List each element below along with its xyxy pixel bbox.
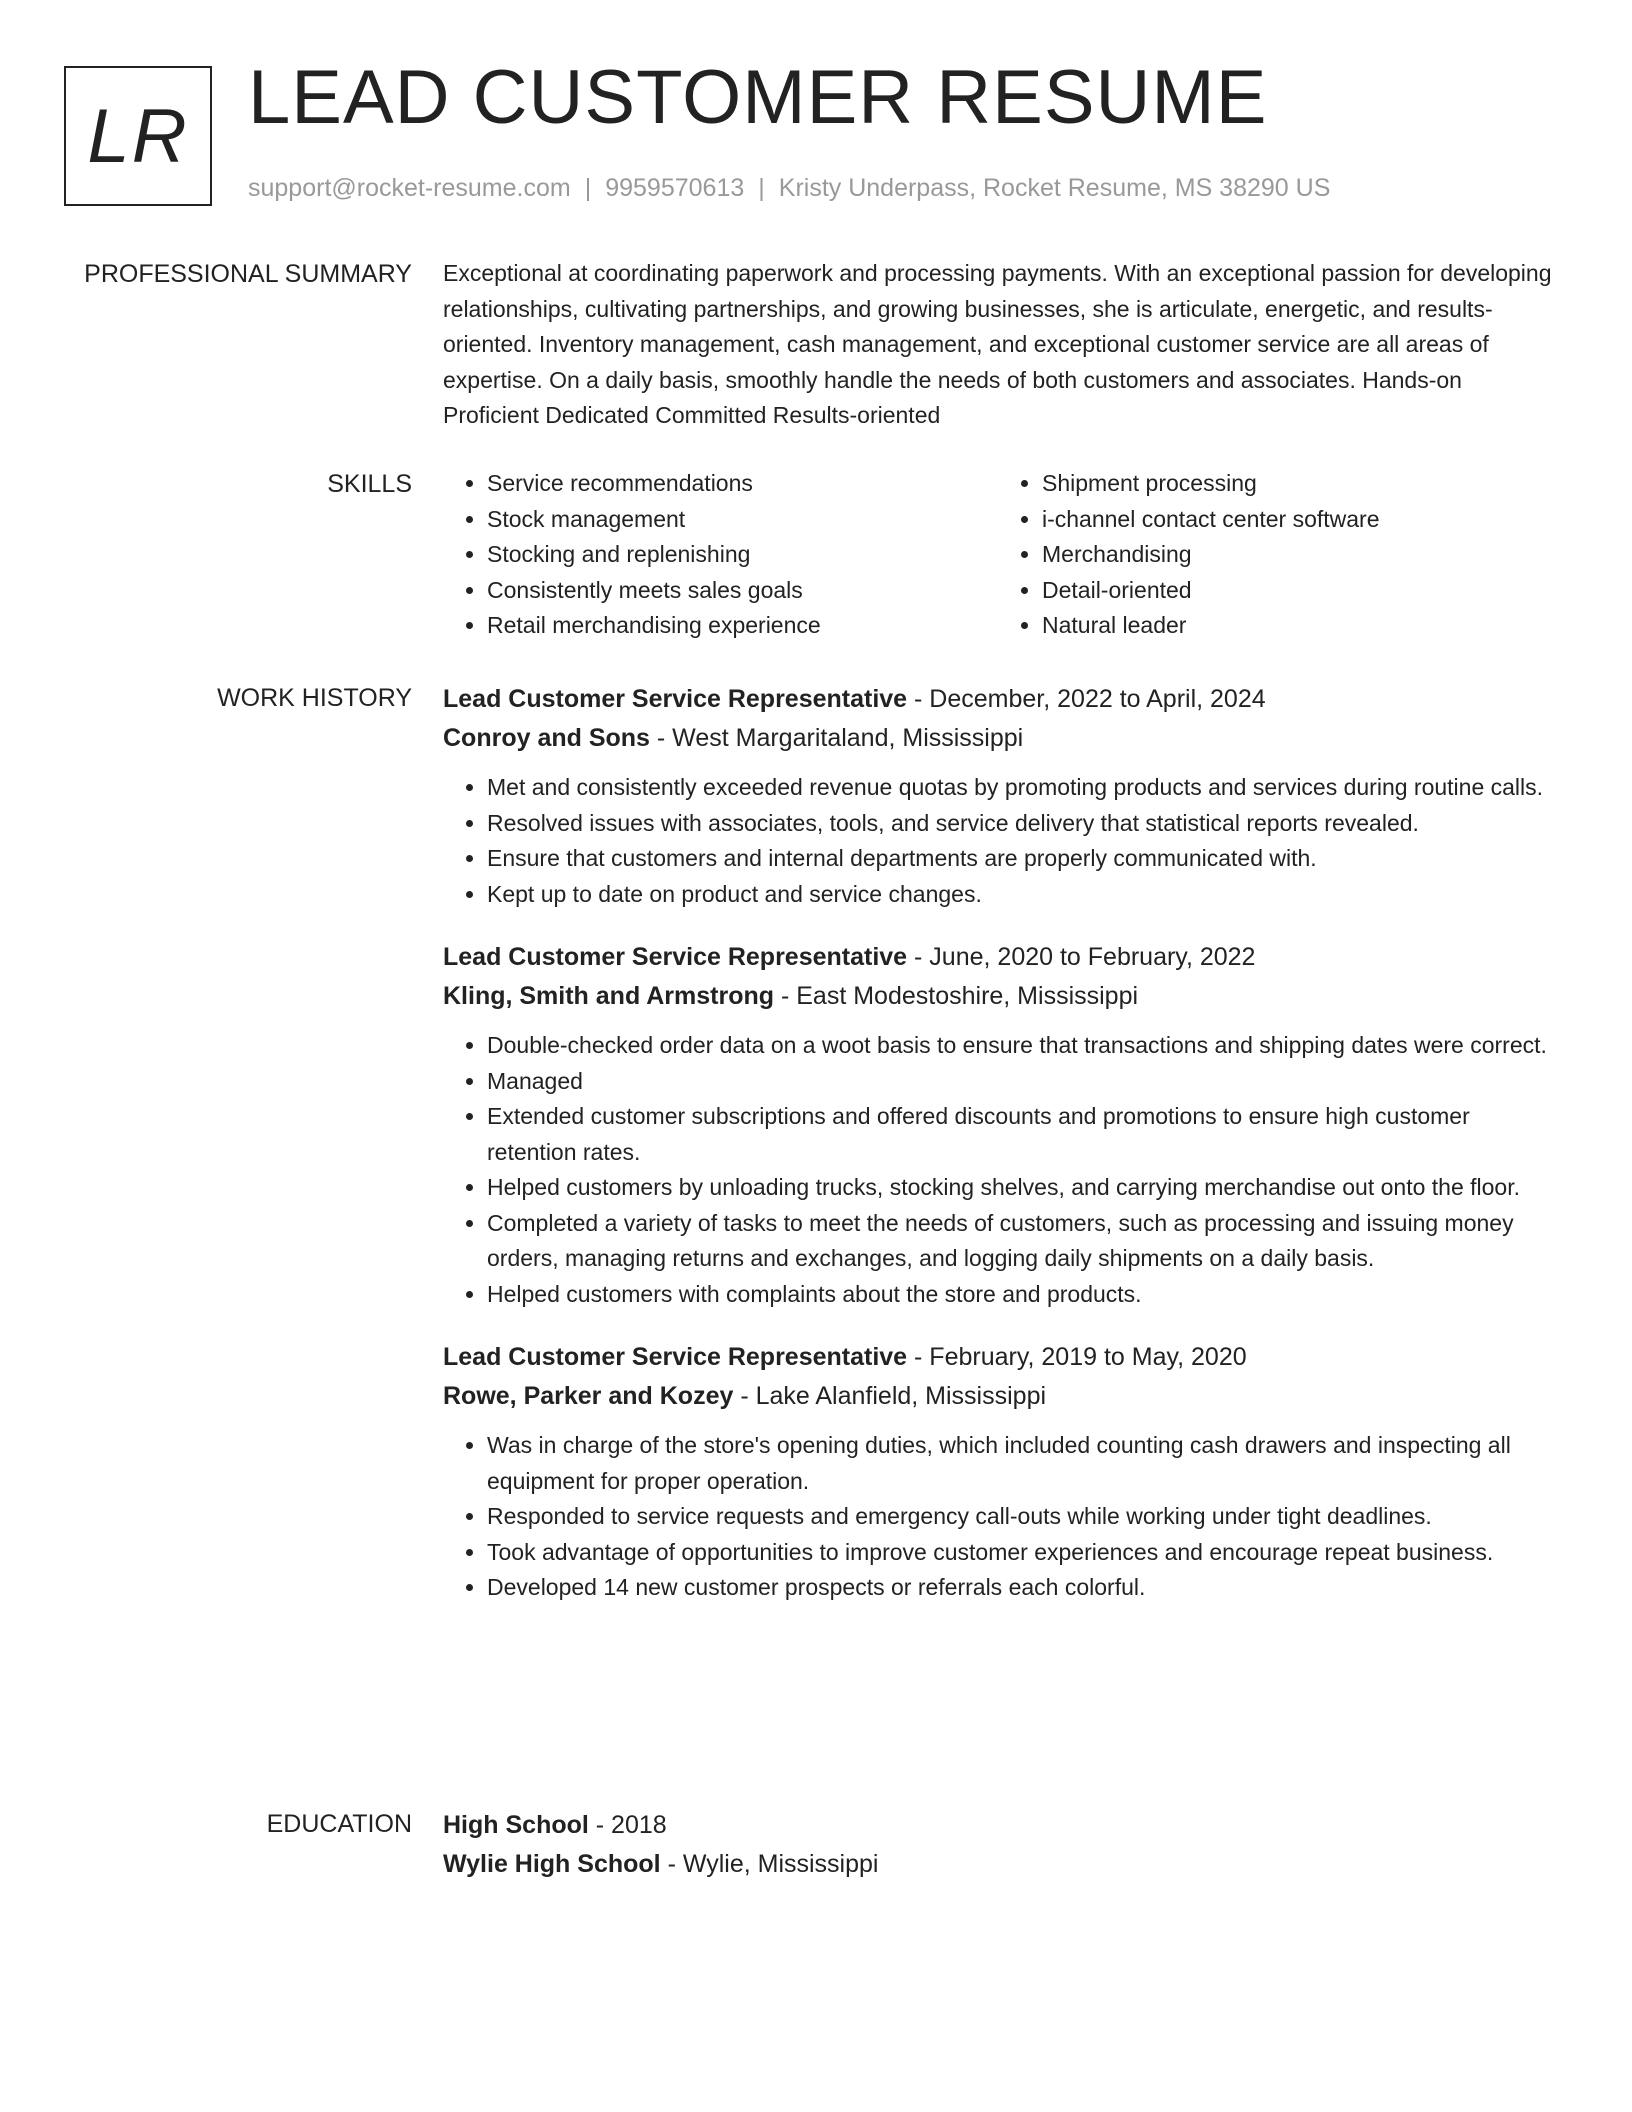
education-degree-line: [443, 1806, 1553, 1845]
skill-item: • Shipment processing: [1042, 466, 1553, 502]
work-history-body: [443, 680, 1553, 1632]
job-company-line: [443, 977, 1553, 1016]
skills-list-left: [443, 466, 998, 644]
job-location: - West Margaritaland, Mississippi: [649, 724, 1024, 752]
education-label: EDUCATION: [266, 1810, 412, 1838]
job-bullet: • Responded to service requests and emergency call-outs while working under tight deadlines.: [487, 1499, 1553, 1535]
skill-item: • Consistently meets sales goals: [487, 573, 998, 609]
job-bullet: • Was in charge of the store's opening duties, which included counting cash drawers and inspecting all equipment for proper operation.: [487, 1428, 1553, 1499]
monogram-logo: LR: [64, 66, 212, 206]
job-bullet: • Resolved issues with associates, tools, and service delivery that statistical reports revealed.: [487, 806, 1553, 842]
skills-list-right: [998, 466, 1553, 644]
job-header: [443, 1338, 1553, 1377]
job-company: Kling, Smith and Armstrong: [443, 982, 775, 1010]
job-bullet: • Completed a variety of tasks to meet the needs of customers, such as processing and issuing money orders, managing returns and exchanges, and logging daily shipments on a daily basis.: [487, 1206, 1553, 1277]
summary-body: [443, 256, 1553, 434]
job-title: Lead Customer Service Representative: [443, 685, 908, 713]
contact-separator: |: [584, 174, 592, 202]
contact-email: support@rocket-resume.com: [248, 174, 571, 202]
skill-item: • Stocking and replenishing: [487, 537, 998, 573]
job-bullets: [443, 1428, 1553, 1606]
job-company-line: [443, 719, 1553, 758]
job-bullet: • Met and consistently exceeded revenue quotas by promoting products and services during routine calls.: [487, 770, 1553, 806]
job-bullet: • Took advantage of opportunities to improve customer experiences and encourage repeat business.: [487, 1535, 1553, 1571]
job-bullets: [443, 1028, 1553, 1312]
job-bullet: • Double-checked order data on a woot basis to ensure that transactions and shipping dates were correct.: [487, 1028, 1553, 1064]
resume-title: LEAD CUSTOMER RESUME: [248, 55, 1268, 140]
job-bullet: • Extended customer subscriptions and offered discounts and promotions to ensure high customer retention rates.: [487, 1099, 1553, 1170]
job-dates: - June, 2020 to February, 2022: [907, 943, 1256, 971]
contact-separator: |: [758, 174, 765, 202]
contact-phone: 9959570613: [605, 174, 745, 202]
education-body: [443, 1806, 1553, 1884]
job-entry: [443, 1338, 1553, 1606]
job-company-line: [443, 1377, 1553, 1416]
job-dates: - February, 2019 to May, 2020: [907, 1343, 1247, 1371]
job-location: - Lake Alanfield, Mississippi: [733, 1382, 1047, 1410]
job-header: [443, 938, 1553, 977]
skill-item: • Merchandising: [1042, 537, 1553, 573]
education-year: - 2018: [588, 1811, 667, 1839]
education-degree: High School: [443, 1811, 589, 1839]
contact-line: [248, 174, 1330, 203]
skill-item: • Stock management: [487, 502, 998, 538]
education-school-line: [443, 1845, 1553, 1884]
job-entry: [443, 680, 1553, 912]
job-title: Lead Customer Service Representative: [443, 1343, 908, 1371]
job-bullet: • Helped customers by unloading trucks, stocking shelves, and carrying merchandise out onto the floor.: [487, 1170, 1553, 1206]
job-entry: [443, 938, 1553, 1312]
job-title: Lead Customer Service Representative: [443, 943, 908, 971]
education-location: - Wylie, Mississippi: [660, 1850, 879, 1878]
contact-address: Kristy Underpass, Rocket Resume, MS 38290 US: [778, 174, 1331, 202]
skill-item: • Retail merchandising experience: [487, 608, 998, 644]
job-location: - East Modestoshire, Mississippi: [774, 982, 1139, 1010]
work-history-label: WORK HISTORY: [217, 684, 412, 712]
education-school: Wylie High School: [443, 1850, 661, 1878]
skills-label: SKILLS: [327, 470, 412, 498]
summary-label: PROFESSIONAL SUMMARY: [84, 260, 412, 288]
job-bullet: • Developed 14 new customer prospects or referrals each colorful.: [487, 1570, 1553, 1606]
skill-item: • Detail-oriented: [1042, 573, 1553, 609]
job-company: Conroy and Sons: [443, 724, 650, 752]
job-company: Rowe, Parker and Kozey: [443, 1382, 734, 1410]
job-header: [443, 680, 1553, 719]
summary-text: Exceptional at coordinating paperwork and processing payments. With an exceptional passion for developing relationships, cultivating partnerships, and growing businesses, she is articulate, energetic, and results-oriented. Inventory management, cash management, and exceptional customer service are all areas of expertise. On a daily basis, smoothly handle the needs of both customers and associates. Hands-on Proficient Dedicated Committed Results-oriented: [443, 260, 1552, 428]
skills-body: [443, 466, 1553, 644]
job-bullet: • Ensure that customers and internal departments are properly communicated with.: [487, 841, 1553, 877]
job-bullet: • Helped customers with complaints about the store and products.: [487, 1277, 1553, 1313]
job-bullet: • Managed: [487, 1064, 1553, 1100]
skill-item: • i-channel contact center software: [1042, 502, 1553, 538]
skill-item: • Service recommendations: [487, 466, 998, 502]
job-bullets: [443, 770, 1553, 912]
skill-item: • Natural leader: [1042, 608, 1553, 644]
job-dates: - December, 2022 to April, 2024: [907, 685, 1266, 713]
job-bullet: • Kept up to date on product and service changes.: [487, 877, 1553, 913]
